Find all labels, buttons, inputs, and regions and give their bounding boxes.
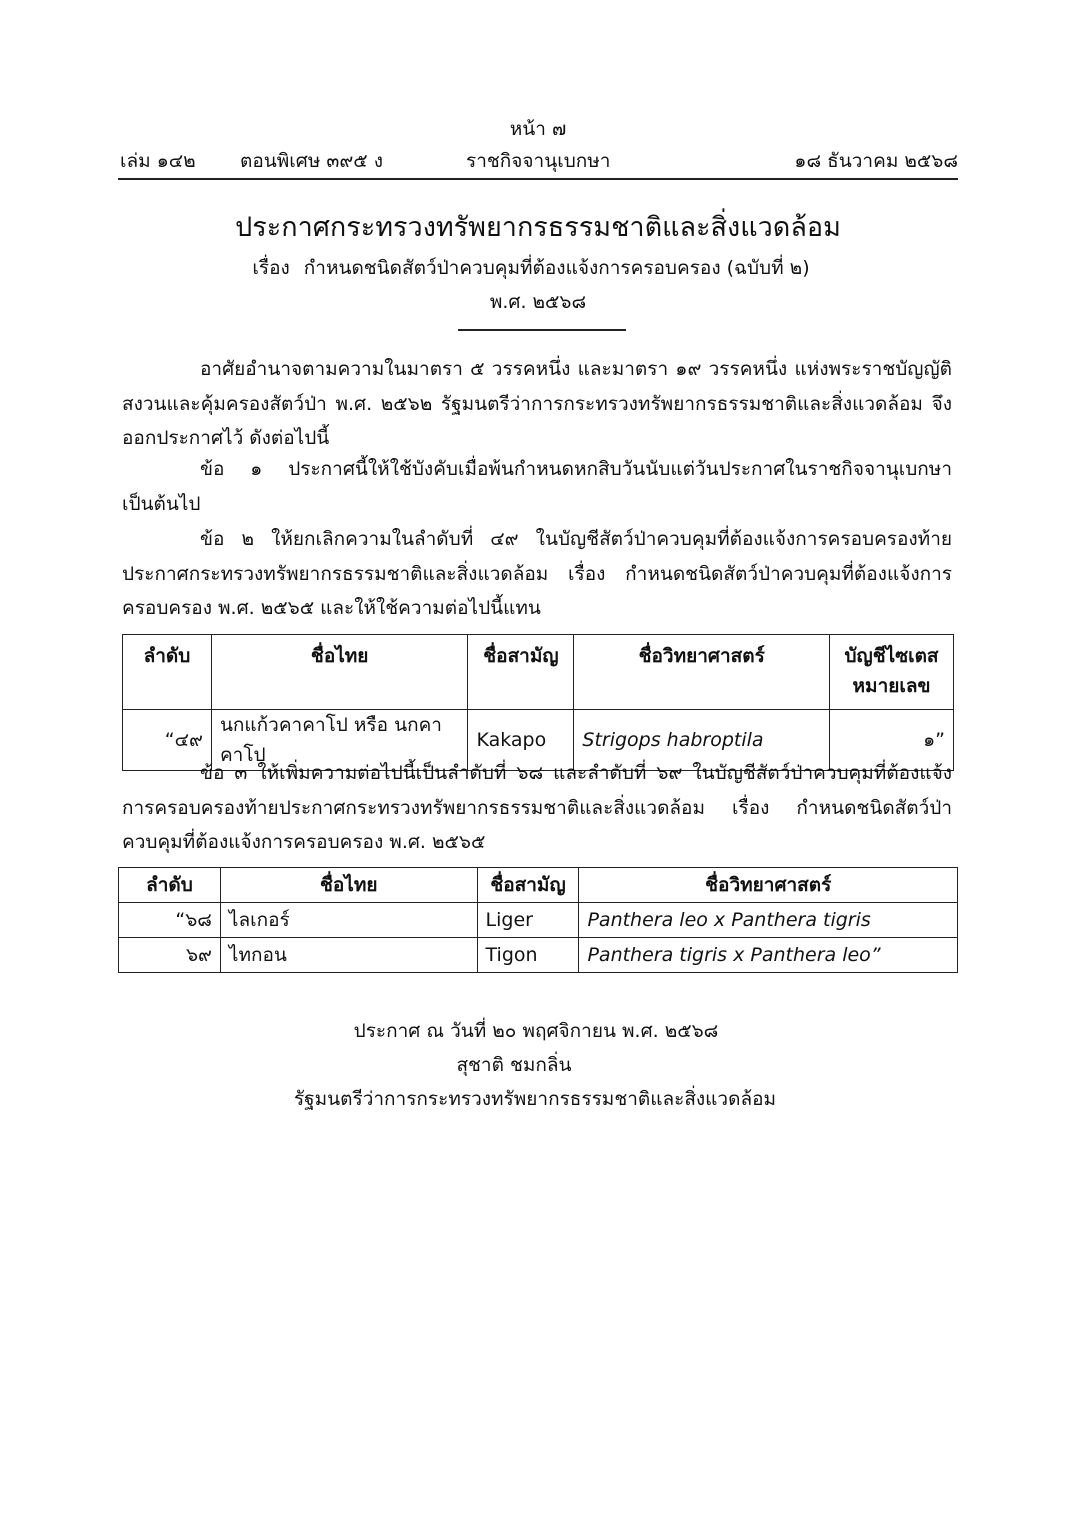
cell-thai-name: ไลเกอร์: [220, 903, 477, 938]
cell-common-name: Liger: [477, 903, 579, 938]
subject-text: กำหนดชนิดสัตว์ป่าควบคุมที่ต้องแจ้งการครอบครอง (ฉบับที่ ๒): [303, 257, 810, 279]
col-header-scientific-name: ชื่อวิทยาศาสตร์: [574, 635, 830, 710]
cell-scientific-name: Panthera tigris x Panthera leo”: [579, 938, 958, 973]
subject-label: เรื่อง: [252, 257, 290, 279]
cell-scientific-name: Panthera leo x Panthera tigris: [579, 903, 958, 938]
signatory-position: รัฐมนตรีว่าการกระทรวงทรัพยากรธรรมชาติและสิ่งแวดล้อม: [293, 1088, 777, 1110]
table-header-row: [123, 635, 954, 710]
col-header-order: ลำดับ: [119, 868, 221, 903]
table-row: [119, 938, 958, 973]
clause-3: ข้อ ๓ ให้เพิ่มความต่อไปนี้เป็นลำดับที่ ๖๘ และลำดับที่ ๖๙ ในบัญชีสัตว์ป่าควบคุมที่ต้องแจ้งการครอบครองท้ายประกาศกระทรวงทรัพยากรธรรมชาติและสิ่งแวดล้อม เรื่อง กำหนดชนิดสัตว์ป่าควบคุมที่ต้องแจ้งการครอบครอง พ.ศ. ๒๕๖๕: [122, 762, 952, 853]
cell-common-name: Tigon: [477, 938, 579, 973]
kakapo-table: [122, 634, 954, 771]
announcement-date: ประกาศ ณ วันที่ ๒๐ พฤศจิกายน พ.ศ. ๒๕๖๘: [353, 1020, 719, 1042]
cell-thai-name: นกแก้วคาคาโป หรือ นกคาคาโป: [211, 710, 468, 771]
gazette-date: ๑๘ ธันวาคม ๒๕๖๘: [794, 150, 958, 172]
cell-order: “๖๘: [119, 903, 221, 938]
col-header-scientific-name: ชื่อวิทยาศาสตร์: [579, 868, 958, 903]
document-title: ประกาศกระทรวงทรัพยากรธรรมชาติและสิ่งแวดล้อม: [235, 212, 841, 243]
volume-number: เล่ม ๑๔๒: [120, 150, 196, 172]
clause-2: ข้อ ๒ ให้ยกเลิกความในลำดับที่ ๔๙ ในบัญชีสัตว์ป่าควบคุมที่ต้องแจ้งการครอบครองท้ายประกาศกระทรวงทรัพยากรธรรมชาติและสิ่งแวดล้อม เรื่อง กำหนดชนิดสัตว์ป่าควบคุมที่ต้องแจ้งการครอบครอง พ.ศ. ๒๕๖๕ และให้ใช้ความต่อไปนี้แทน: [122, 528, 952, 619]
cell-thai-name: ไทกอน: [220, 938, 477, 973]
clause-1: ข้อ ๑ ประกาศนี้ให้ใช้บังคับเมื่อพ้นกำหนดหกสิบวันนับแต่วันประกาศในราชกิจจานุเบกษาเป็นต้นไป: [122, 458, 952, 515]
header-divider: [118, 178, 958, 180]
hybrid-cats-table: [118, 867, 958, 973]
preamble-paragraph: อาศัยอำนาจตามความในมาตรา ๕ วรรคหนึ่ง และมาตรา ๑๙ วรรคหนึ่ง แห่งพระราชบัญญัติสงวนและคุ้มครองสัตว์ป่า พ.ศ. ๒๕๖๒ รัฐมนตรีว่าการกระทรวงทรัพยากรธรรมชาติและสิ่งแวดล้อม จึงออกประกาศไว้ ดังต่อไปนี้: [122, 358, 952, 449]
document-subject: [0, 253, 1076, 283]
table-header-row: [119, 868, 958, 903]
issue-number: ตอนพิเศษ ๓๙๕ ง: [240, 150, 383, 172]
col-header-cites: บัญชีไซเตส หมายเลข: [830, 635, 954, 710]
signatory-name: สุชาติ ชมกลิ่น: [456, 1054, 572, 1076]
table-row: [119, 903, 958, 938]
document-year: พ.ศ. ๒๕๖๘: [489, 291, 587, 313]
col-header-order: ลำดับ: [123, 635, 212, 710]
cell-common-name: Kakapo: [468, 710, 574, 771]
cell-cites: ๑”: [830, 710, 954, 771]
cell-order: ๖๙: [119, 938, 221, 973]
col-header-common-name: ชื่อสามัญ: [468, 635, 574, 710]
col-header-thai-name: ชื่อไทย: [220, 868, 477, 903]
gazette-name: ราชกิจจานุเบกษา: [466, 150, 611, 172]
title-divider: [458, 329, 626, 331]
gazette-header: [120, 146, 958, 176]
col-header-thai-name: ชื่อไทย: [211, 635, 468, 710]
page-number: หน้า ๗: [509, 118, 567, 140]
col-header-common-name: ชื่อสามัญ: [477, 868, 579, 903]
cell-order: “๔๙: [123, 710, 212, 771]
cell-scientific-name: Strigops habroptila: [574, 710, 830, 771]
